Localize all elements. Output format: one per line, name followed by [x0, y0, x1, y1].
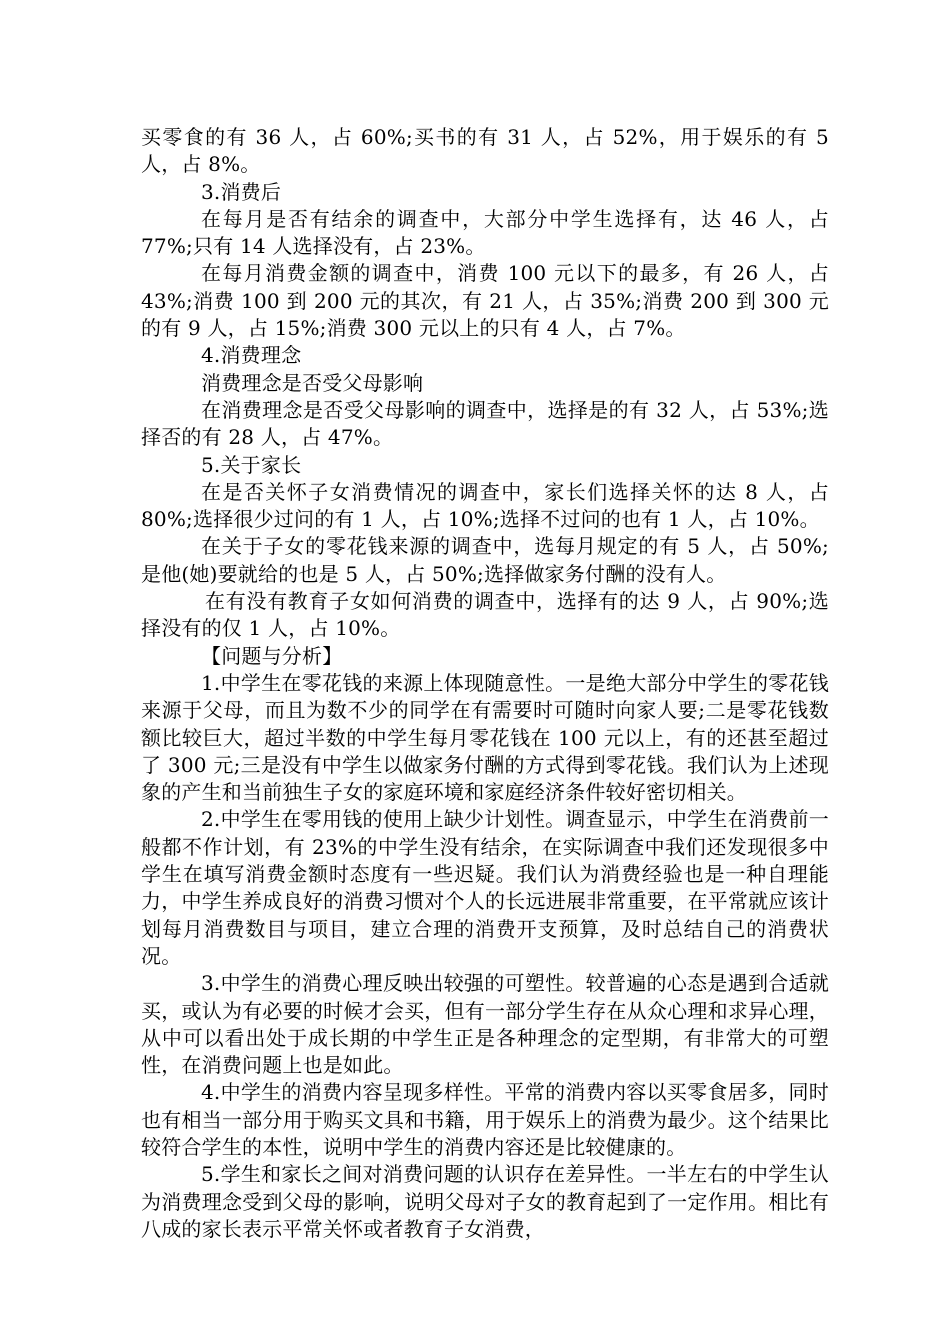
- paragraph: 1.中学生在零花钱的来源上体现随意性。一是绝大部分中学生的零花钱来源于父母，而且为数不少的同学在有需要时可随时向家人要;二是零花钱数额比较巨大，超过半数的中学生每月零花钱在 100 元以上，有的还甚至超过了 300 元;三是没有中学生以做家务付酬的方式得到零花钱。我们认为上述现象的产生和当前独生子女的家庭环境和家庭经济条件较好密切相关。: [141, 670, 829, 805]
- paragraph: 3.中学生的消费心理反映出较强的可塑性。较普遍的心态是遇到合适就买，或认为有必要的时候才会买，但有一部分学生存在从众心理和求异心理，从中可以看出处于成长期的中学生正是各种理念的定型期，有非常大的可塑性，在消费问题上也是如此。: [141, 971, 829, 1078]
- paragraph: 4.中学生的消费内容呈现多样性。平常的消费内容以买零食居多，同时也有相当一部分用于购买文具和书籍，用于娱乐上的消费为最少。这个结果比较符合学生的本性，说明中学生的消费内容还是比较健康的。: [141, 1080, 829, 1159]
- paragraph: 5.学生和家长之间对消费问题的认识存在差异性。一半左右的中学生认为消费理念受到父母的影响，说明父母对子女的教育起到了一定作用。相比有八成的家长表示平常关怀或者教育子女消费，: [141, 1162, 829, 1241]
- paragraph: 买零食的有 36 人，占 60%;买书的有 31 人，占 52%，用于娱乐的有 5 人，占 8%。: [141, 125, 829, 177]
- document-body: [141, 124, 829, 1243]
- paragraph: 2.中学生在零用钱的使用上缺少计划性。调查显示，中学生在消费前一般都不作计划，有 23%的中学生没有结余，在实际调查中我们还发现很多中学生在填写消费金额时态度有一些迟疑。我们认为消费经验也是一种自理能力，中学生养成良好的消费习惯对个人的长远进展非常重要，在平常就应该计划每月消费数目与项目，建立合理的消费开支预算，及时总结自己的消费状况。: [141, 807, 829, 968]
- paragraph: 消费理念是否受父母影响: [201, 370, 424, 395]
- paragraph: 4.消费理念: [201, 343, 302, 368]
- paragraph: 在是否关怀子女消费情况的调查中，家长们选择关怀的达 8 人，占 80%;选择很少过问的有 1 人，占 10%;选择不过问的也有 1 人，占 10%。: [141, 479, 829, 532]
- paragraph: 5.关于家长: [201, 452, 302, 477]
- paragraph: 在每月消费金额的调查中，消费 100 元以下的最多，有 26 人，占 43%;消费 100 到 200 元的其次，有 21 人，占 35%;消费 200 到 300 元的有 9 人，占 15%;消费 300 元以上的只有 4 人，占 7%。: [141, 261, 829, 341]
- paragraph: 在有没有教育子女如何消费的调查中，选择有的达 9 人，占 90%;选择没有的仅 1 人，占 10%。: [141, 589, 829, 641]
- paragraph: 在消费理念是否受父母影响的调查中，选择是的有 32 人，占 53%;选择否的有 28 人，占 47%。: [141, 397, 829, 450]
- paragraph: 在关于子女的零花钱来源的调查中，选每月规定的有 5 人，占 50%;是他(她)要就给的也是 5 人，占 50%;选择做家务付酬的没有人。: [141, 534, 829, 586]
- paragraph: 【问题与分析】: [201, 643, 343, 668]
- paragraph: 3.消费后: [201, 179, 282, 204]
- paragraph: 在每月是否有结余的调查中，大部分中学生选择有，达 46 人，占 77%;只有 14 人选择没有，占 23%。: [141, 206, 829, 259]
